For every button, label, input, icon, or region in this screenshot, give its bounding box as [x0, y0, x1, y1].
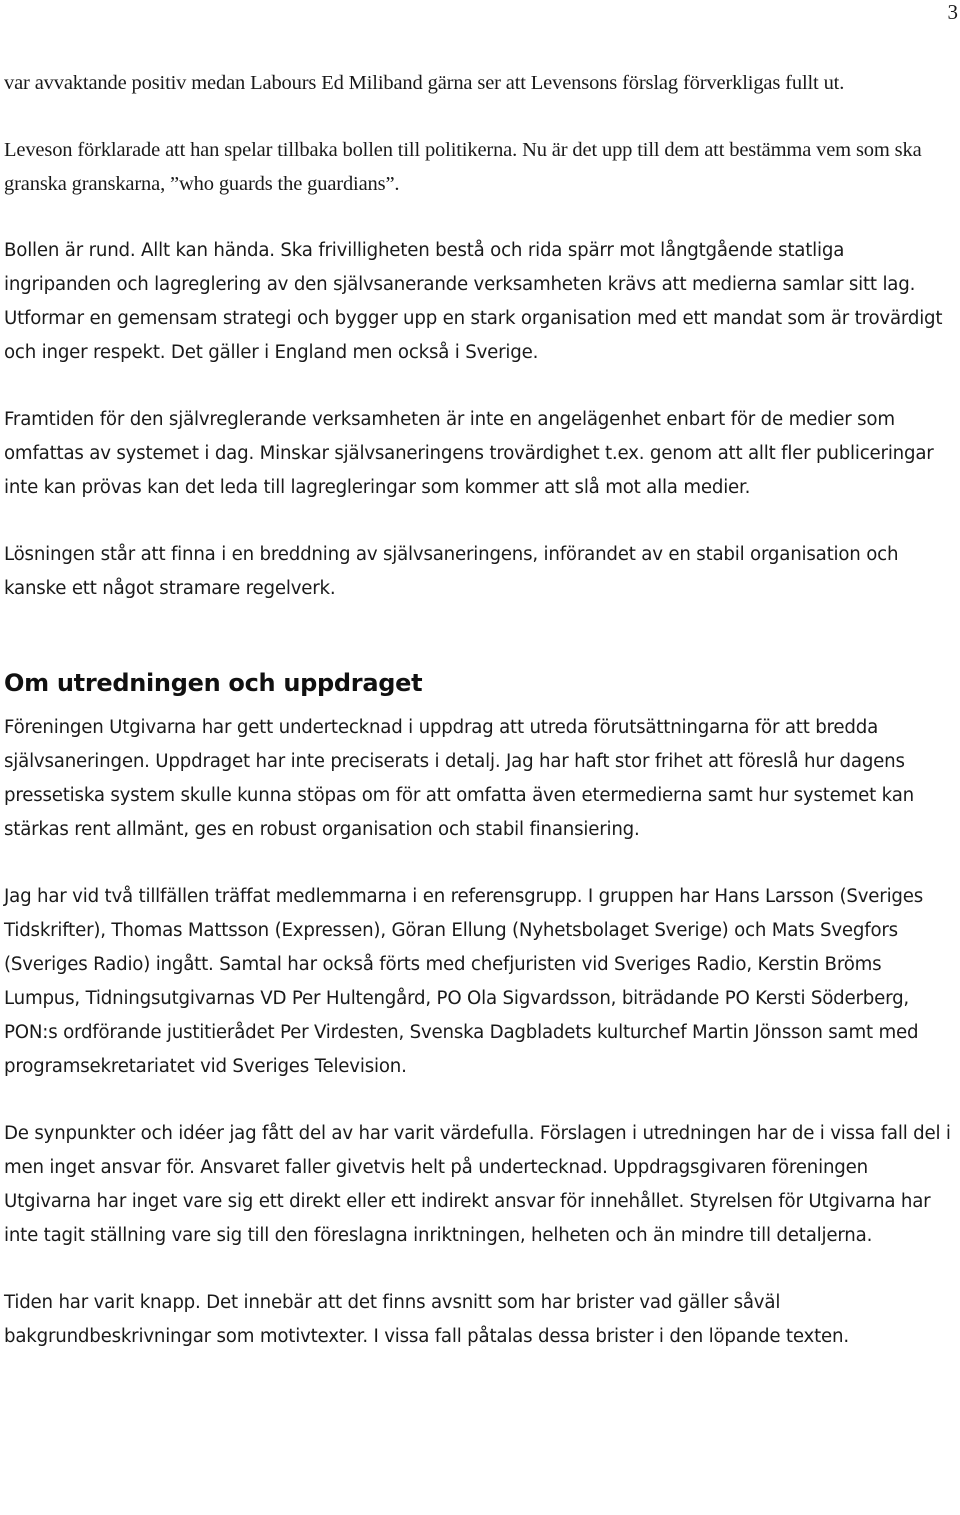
section-heading: Om utredningen och uppdraget — [4, 669, 423, 697]
paragraph-leveson: Leveson förklarade att han spelar tillbaka bollen till politikerna. Nu är det upp till dem att bestämma vem som ska granska granskarna, ”who guards the guardians”. — [4, 139, 922, 195]
paragraph-bollen — [4, 234, 956, 370]
paragraph-miliband: var avvaktande positiv medan Labours Ed Miliband gärna ser att Levensons förslag förverkligas fullt ut. — [4, 72, 845, 94]
page-number: 3 — [947, 0, 958, 24]
document-body — [4, 66, 956, 1387]
paragraph-synpunkter: De synpunkter och idéer jag fått del av har varit värdefulla. Förslagen i utredningen har de i vissa fall del i men inget ansvar för. Ansvaret faller givetvis helt på undertecknad. Uppdragsgivaren föreningen Utgivarna har inget vare sig ett direkt eller ett indirekt ansvar för innehållet. Styrelsen för Utgivarna har inte tagit ställning vare sig till den föreslagna inriktningen, helheten och än mindre till detaljerna. — [4, 1123, 951, 1246]
paragraph-framtiden: Framtiden för den självreglerande verksamheten är inte en angelägenhet enbart för de medier som omfattas av systemet i dag. Minskar självsaneringens trovärdighet t.ex. genom att allt fler publiceringar inte kan prövas kan det leda till lagregleringar som kommer att slå mot alla medier. — [4, 409, 934, 498]
paragraph-tiden: Tiden har varit knapp. Det innebär att det finns avsnitt som har brister vad gäller såväl bakgrundbeskrivningar som motivtexter. I vissa fall påtalas dessa brister i den löpande texten. — [4, 1292, 849, 1347]
paragraph-losningen: Lösningen står att finna i en breddning av självsaneringens, införandet av en stabil organisation och kanske ett något stramare regelverk. — [4, 544, 899, 599]
paragraph-bollen-text: Bollen är rund. Allt kan hända. Ska frivilligheten bestå och rida spärr mot långtgående statliga ingripanden och lagreglering av den självsanerande verksamheten krävs att medierna samlar sitt lag. Utformar en gemensam strategi och bygger upp en stark organisation med ett mandat som är trovärdigt och inger respekt. Det gäller i England men också i Sverige. — [4, 240, 943, 363]
paragraph-referensgrupp: Jag har vid två tillfällen träffat medlemmarna i en referensgrupp. I gruppen har Hans Larsson (Sveriges Tidskrifter), Thomas Mattsson (Expressen), Göran Ellung (Nyhetsbolaget Sverige) och Mats Svegfors (Sveriges Radio) ingått. Samtal har också förts med chefjuristen vid Sveriges Radio, Kerstin Bröms Lumpus, Tidningsutgivarnas VD Per Hultengård, PO Ola Sigvardsson, biträdande PO Kersti Söderberg, PON:s ordförande justitierådet Per Virdesten, Svenska Dagbladets kulturchef Martin Jönsson samt med programsekretariatet vid Sveriges Television. — [4, 886, 924, 1077]
paragraph-uppdrag: Föreningen Utgivarna har gett undertecknad i uppdrag att utreda förutsättningarna för att bredda självsaneringen. Uppdraget har inte preciserats i detalj. Jag har haft stor frihet att föreslå hur dagens pressetiska system skulle kunna stöpas om för att omfatta även etermedierna samt hur systemet kan stärkas rent allmänt, ges en robust organisation och stabil finansiering. — [4, 717, 914, 840]
